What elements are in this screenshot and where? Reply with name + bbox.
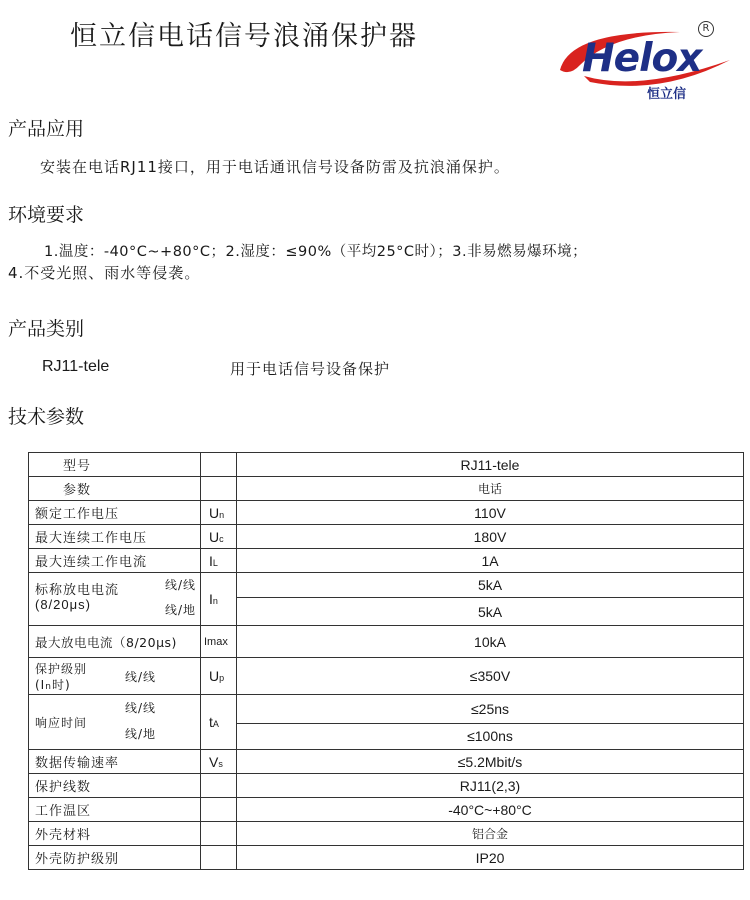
uc-symbol-main: U [209, 528, 220, 545]
environment-line-2: 4.不受光照、雨水等侵袭。 [8, 264, 201, 282]
material-symbol-cell [201, 822, 237, 846]
un-symbol-sub: n [219, 509, 225, 520]
in-symbol [201, 573, 237, 626]
table-row-un [29, 501, 744, 525]
in-sub-line-ground: 线/地 [164, 603, 196, 617]
imax-label: 最大放电电流（8/20μs) [29, 626, 201, 658]
environment-line-1: 1.温度：-40°C~+80°C；2.湿度：≤90%（平均25°C时）；3.非易燃易爆环境； [44, 244, 588, 260]
table-row-imax [29, 626, 744, 658]
uc-symbol [201, 525, 237, 549]
table-row-vs [29, 750, 744, 774]
in-symbol-sub: n [212, 596, 218, 606]
helox-logo [550, 10, 750, 100]
temp-value: -40°C~+80°C [237, 798, 744, 822]
page-title: 恒立信电话信号浪涌保护器 [70, 21, 418, 52]
vs-symbol-main: V [209, 753, 219, 770]
lines-label: 保护线数 [29, 774, 201, 798]
material-label: 外壳材料 [29, 822, 201, 846]
vs-symbol-sub: s [218, 758, 223, 769]
heading-tech-params: 技术参数 [8, 406, 85, 428]
il-symbol-main: I [209, 552, 213, 569]
param-label: 参数 [29, 477, 201, 501]
model-value: RJ11-tele [237, 453, 744, 477]
heading-environment: 环境要求 [8, 204, 85, 226]
table-row-material [29, 822, 744, 846]
category-description: 用于电话信号设备保护 [230, 360, 391, 378]
table-row-lines [29, 774, 744, 798]
vs-label: 数据传输速率 [29, 750, 201, 774]
ta-symbol-sub: A [212, 719, 219, 729]
il-symbol-sub: L [212, 557, 218, 568]
up-label-2-sub: n [45, 682, 52, 692]
il-label: 最大连续工作电流 [29, 549, 201, 573]
vs-symbol [201, 750, 237, 774]
ta-label: 响应时间 [35, 716, 88, 730]
logo-wordmark: Helox [582, 36, 702, 81]
in-label-cell [29, 573, 201, 626]
un-symbol [201, 501, 237, 525]
up-label-2a: (I [35, 678, 46, 692]
in-sub-line-line: 线/线 [164, 578, 196, 592]
uc-value: 180V [237, 525, 744, 549]
spec-table [28, 452, 743, 870]
lines-value: RJ11(2,3) [237, 774, 744, 798]
up-label-cell [29, 658, 201, 695]
uc-label: 最大连续工作电压 [29, 525, 201, 549]
in-value-2: 5kA [237, 598, 744, 626]
vs-value: ≤5.2Mbit/s [237, 750, 744, 774]
category-code: RJ11-tele [42, 358, 110, 375]
temp-symbol-cell [201, 798, 237, 822]
in-label: 标称放电电流 [35, 583, 120, 598]
ta-sub-line-line: 线/线 [125, 701, 157, 715]
table-row-uc [29, 525, 744, 549]
ta-value-1: ≤25ns [237, 695, 744, 724]
table-row-up [29, 658, 744, 695]
un-label: 额定工作电压 [29, 501, 201, 525]
ip-value: IP20 [237, 846, 744, 870]
il-value: 1A [237, 549, 744, 573]
up-symbol [201, 658, 237, 695]
model-label: 型号 [29, 453, 201, 477]
ip-symbol-cell [201, 846, 237, 870]
material-value: 铝合金 [237, 822, 744, 846]
param-value: 电话 [237, 477, 744, 501]
registered-mark: R [698, 21, 714, 37]
il-symbol [201, 549, 237, 573]
heading-application: 产品应用 [8, 118, 85, 140]
heading-category: 产品类别 [8, 318, 85, 340]
lines-symbol-cell [201, 774, 237, 798]
up-label: 保护级别 [35, 662, 88, 676]
ta-label-cell [29, 695, 201, 750]
imax-symbol: Imax [201, 626, 237, 658]
up-sub-line-line: 线/线 [125, 670, 157, 684]
ta-value-2: ≤100ns [237, 723, 744, 749]
in-symbol-main: I [209, 591, 213, 607]
application-text: 安装在电话RJ11接口，用于电话通讯信号设备防雷及抗浪涌保护。 [40, 158, 510, 176]
imax-value: 10kA [237, 626, 744, 658]
un-symbol-main: U [209, 504, 220, 521]
ta-sub-line-ground: 线/地 [125, 727, 157, 741]
uc-symbol-sub: c [219, 533, 224, 544]
un-value: 110V [237, 501, 744, 525]
up-symbol-main: U [209, 668, 220, 684]
in-label-2: (8/20μs) [35, 597, 91, 612]
in-value-1: 5kA [237, 573, 744, 598]
table-row-il [29, 549, 744, 573]
up-label-2 [35, 676, 71, 693]
logo-chinese-name: 恒立信 [647, 87, 687, 102]
table-row-ta-a [29, 695, 744, 724]
ip-label: 外壳防护级别 [29, 846, 201, 870]
model-symbol-cell [201, 453, 237, 477]
temp-label: 工作温区 [29, 798, 201, 822]
ta-symbol-main: t [209, 714, 213, 730]
table-row-ip [29, 846, 744, 870]
up-symbol-sub: p [219, 673, 225, 683]
up-value: ≤350V [237, 658, 744, 695]
table-row-in-a [29, 573, 744, 598]
table-row-model [29, 453, 744, 477]
param-symbol-cell [201, 477, 237, 501]
table-row-temp [29, 798, 744, 822]
ta-symbol [201, 695, 237, 750]
table-row-param [29, 477, 744, 501]
up-label-2b: 时) [51, 678, 71, 692]
